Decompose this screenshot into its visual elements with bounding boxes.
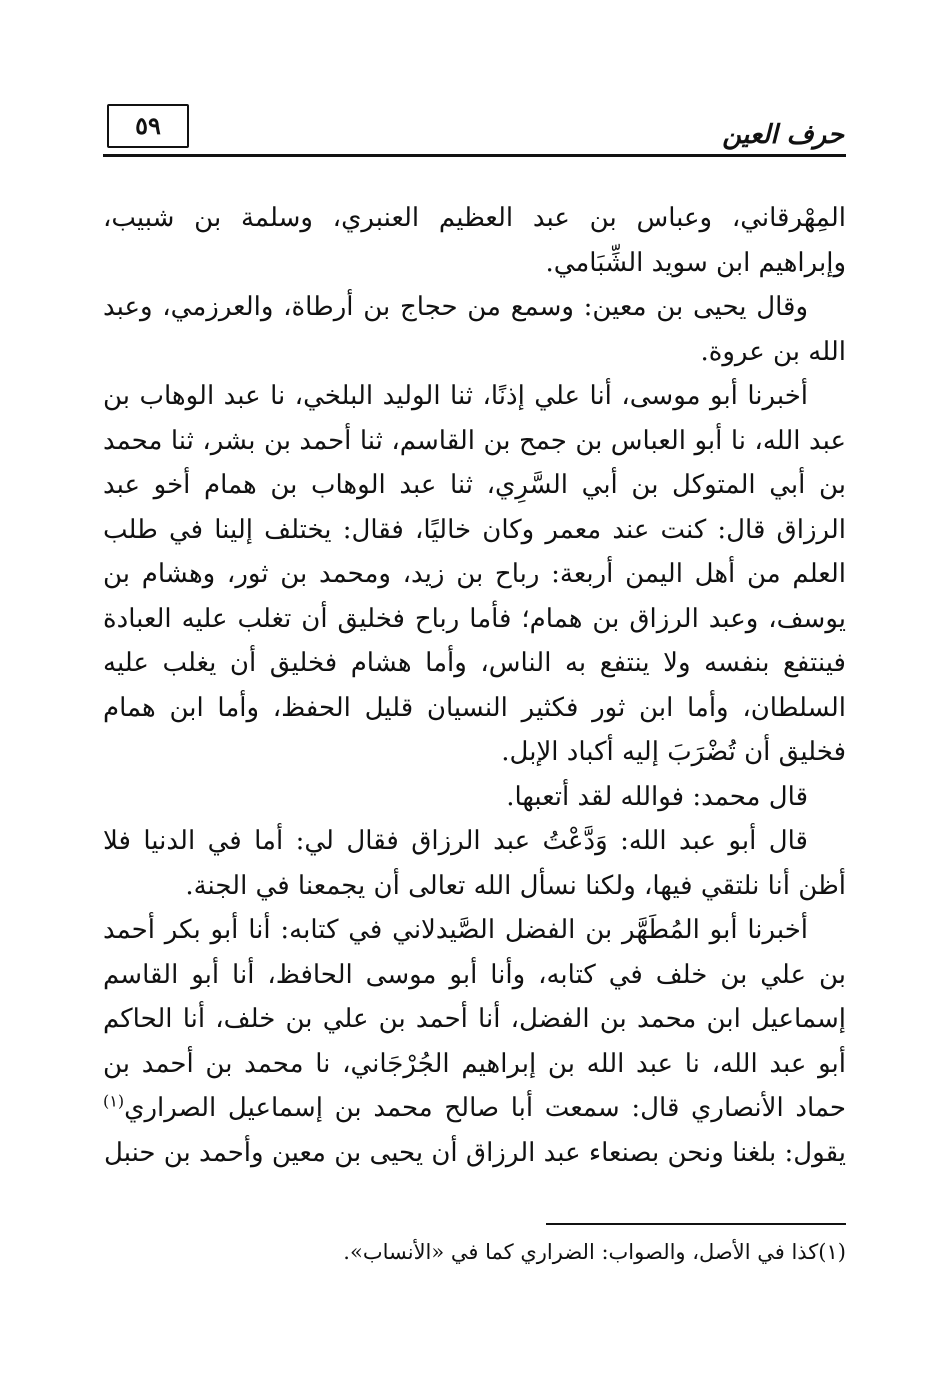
footnote-rule: [546, 1223, 846, 1225]
paragraph-6: [103, 908, 846, 1175]
paragraph-2: وقال يحيى بن معين: وسمع من حجاج بن أرطاة، والعرزمي، وعبد الله بن عروة.: [103, 292, 846, 367]
paragraph-6-text-before: أخبرنا أبو المُطَهَّر بن الفضل الصَّيدلاني في كتابه: أنا أبو بكر أحمد بن علي بن خلف في كتابه، وأنا أبو موسى الحافظ، أنا أبو القاسم إسماعيل ابن محمد بن الفضل، أنا أحمد بن علي بن خلف، أنا الحاكم أبو عبد الله، نا عبد الله بن إبراهيم الجُرْجَاني، نا محمد بن أحمد بن حماد الأنصاري قال: سمعت أبا صالح محمد بن إسماعيل الصراري: [103, 915, 846, 1123]
page-number: ٥٩: [135, 111, 161, 140]
footnote-marker: (١): [103, 1091, 125, 1111]
paragraph-6-text-after: يقول: بلغنا ونحن بصنعاء عبد الرزاق أن يحيى بن معين وأحمد بن حنبل: [104, 1137, 846, 1168]
header-rule: [103, 154, 846, 157]
paragraph-5: قال أبو عبد الله: وَدَّعْتُ عبد الرزاق فقال لي: أما في الدنيا فلا أظن أنا نلتقي فيها، ولكنا نسأل الله تعالى أن يجمعنا في الجنة.: [103, 826, 846, 901]
paragraph-4: قال محمد: فوالله لقد أتعبها.: [506, 781, 808, 812]
paragraph-1: المِهْرقاني، وعباس بن عبد العظيم العنبري، وسلمة بن شبيب، وإبراهيم ابن سويد الشِّبَامي.: [103, 203, 846, 278]
page-header: [103, 98, 846, 156]
footnote: (١)كذا في الأصل، والصواب: الضراري كما في «الأنساب».: [343, 1240, 846, 1264]
running-head: حرف العين: [722, 120, 844, 150]
body-text: [103, 196, 846, 1175]
book-page: [103, 98, 846, 1298]
paragraph-3: أخبرنا أبو موسى، أنا علي إذنًا، ثنا الوليد البلخي، نا عبد الوهاب بن عبد الله، نا أبو العباس بن جمح بن القاسم، ثنا أحمد بن بشر، ثنا محمد بن أبي المتوكل بن أبي السَّرِي، ثنا عبد الوهاب بن همام أخو عبد الرزاق قال: كنت عند معمر وكان خاليًا، فقال: يختلف إلينا في طلب العلم من أهل اليمن أربعة: رباح بن زيد، ومحمد بن ثور، وهشام بن يوسف، وعبد الرزاق بن همام؛ فأما رباح فخليق أن تغلب عليه العبادة فينتفع بنفسه ولا ينتفع به الناس، وأما هشام فخليق أن يغلب عليه السلطان، وأما ابن ثور فكثير النسيان قليل الحفظ، وأما ابن همام فخليق أن تُضْرَبَ إليه أكباد الإبل.: [103, 381, 846, 767]
page-number-frame: [107, 104, 189, 148]
